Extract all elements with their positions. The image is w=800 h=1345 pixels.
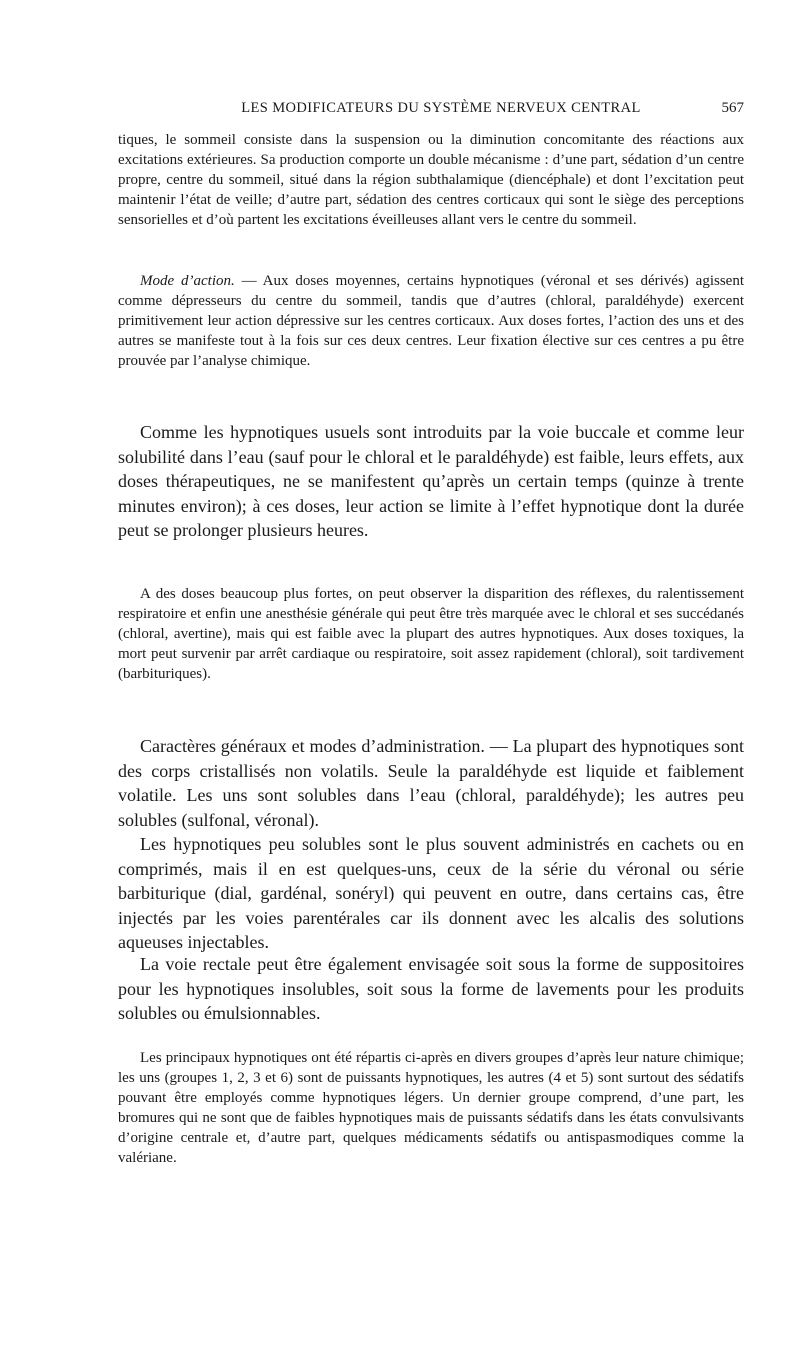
paragraph-text: tiques, le sommeil consiste dans la suspension ou la diminution concomitante des réactions aux excitations extérieures. Sa production comporte un double mécanisme : d’une part, sédation d’un centre propre, centre du sommeil, situé dans la région subthalamique (diencéphale) et dont l’excitation peut maintenir l’état de veille; d’autre part, sédation des centres corticaux qui sont le siège des perceptions sensorielles et d’où partent les excitations éveilleuses allant vers le centre du sommeil. (118, 132, 744, 229)
running-head: LES MODIFICATEURS DU SYSTÈME NERVEUX CENTRAL (241, 100, 641, 116)
paragraph-text: La voie rectale peut être également envisagée soit sous la forme de suppositoires pour les hypnotiques insolubles, soit sous la forme de lavements pour les produits solubles ou émulsionnables. (118, 954, 744, 1023)
paragraph-text: Les hypnotiques peu solubles sont le plus souvent administrés en cachets ou en comprimés, mais il en est quelques-uns, ceux de la série du véronal ou série barbiturique (dial, gardénal, sonéryl) qui peuvent en outre, dans certains cas, être injectés par les voies parentérales car ils donnent avec les alcalis des solutions aqueuses injectables. (118, 834, 744, 952)
paragraph-general-characters (118, 734, 744, 832)
paragraph-mode-of-action (118, 271, 744, 371)
paragraph-text: A des doses beaucoup plus fortes, on peut observer la disparition des réflexes, du ralentissement respiratoire et enfin une anesthésie générale qui peut être très marquée avec le chloral et ses succédanés (chloral, avertine), mais qui est faible avec la plupart des autres hypnotiques. Aux doses toxiques, la mort peut survenir par arrêt cardiaque ou respiratoire, soit assez rapidement (chloral), soit tardivement (barbituriques). (118, 586, 744, 683)
paragraph-sleep-mechanism (118, 130, 744, 230)
paragraph-text: Les principaux hypnotiques ont été répartis ci-après en divers groupes d’après leur nature chimique; les uns (groupes 1, 2, 3 et 6) sont de puissants hypnotiques, les autres (4 et 5) sont surtout des sédatifs pouvant être employés comme hypnotiques légers. Un dernier groupe comprend, d’une part, les bromures qui ne sont que de faibles hypnotiques mais de puissants sédatifs dans les états convulsivants d’origine centrale et, d’autre part, quelques médicaments sédatifs ou antispasmodiques comme la valériane. (118, 1050, 744, 1167)
paragraph-rectal-route (118, 952, 744, 1026)
paragraph-groups-overview (118, 1048, 744, 1169)
paragraph-administration (118, 832, 744, 955)
page-number: 567 (721, 100, 744, 116)
paragraph-text: Comme les hypnotiques usuels sont introduits par la voie buccale et comme leur solubilité dans l’eau (sauf pour le chloral et le paraldéhyde) est faible, leurs effets, aux doses thérapeutiques, ne se manifestent qu’après un certain temps (quinze à trente minutes environ); à ces doses, leur action se limite à l’effet hypnotique dont la durée peut se prolonger plusieurs heures. (118, 422, 744, 540)
section-lead: Mode d’action. (140, 273, 235, 289)
paragraph-high-doses (118, 584, 744, 684)
section-lead: Caractères généraux et modes d’administration. (140, 736, 485, 756)
paragraph-oral-route (118, 420, 744, 543)
paragraph-text: — Aux doses moyennes, certains hypnotiques (véronal et ses dérivés) agissent comme dépresseurs du centre du sommeil, tandis que d’autres (chloral, paraldéhyde) exercent primitivement leur action dépressive sur les centres corticaux. Aux doses fortes, l’action des uns et des autres se manifeste tout à la fois sur ces deux centres. Leur fixation élective sur ces centres a pu être prouvée par l’analyse chimique. (118, 273, 744, 370)
page-header (118, 100, 744, 122)
paragraph-text: — La plupart des hypnotiques sont des corps cristallisés non volatils. Seule la paraldéhyde est liquide et faiblement volatile. Les uns sont solubles dans l’eau (chloral, paraldéhyde); les autres peu solubles (sulfonal, véronal). (118, 736, 745, 830)
